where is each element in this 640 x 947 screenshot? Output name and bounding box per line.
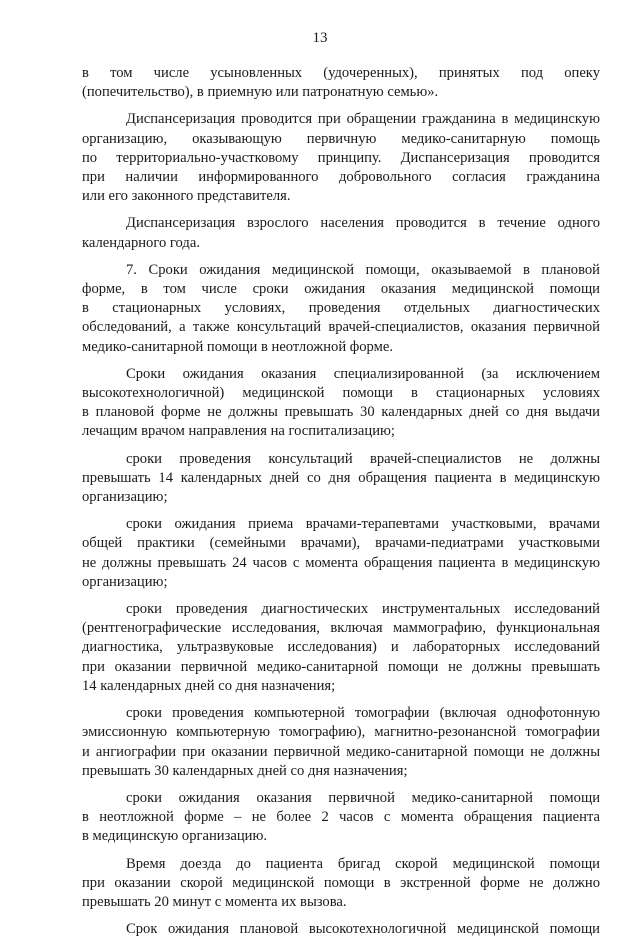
paragraph [82, 515, 600, 592]
text-line: Диспансеризация взрослого населения проводится в течение одного [126, 215, 600, 232]
text-line: общей практики (семейными врачами), врачами-педиатрами участковыми [82, 535, 600, 552]
text-line: превышать 20 минут с момента их вызова. [82, 893, 347, 910]
text-line: или его законного представителя. [82, 188, 291, 205]
text-line: не должны превышать 24 часов с момента обращения пациента в медицинскую [82, 554, 600, 571]
text-line: диагностика, ультразвуковые исследования) и лабораторных исследований [82, 639, 600, 656]
text-line: по территориально-участковому принципу. Диспансеризация проводится [82, 149, 600, 166]
text-line: эмиссионную компьютерную томографию), магнитно-резонансной томографии [82, 724, 600, 741]
document-body [82, 64, 600, 947]
paragraph [82, 261, 600, 357]
text-line: сроки проведения консультаций врачей-специалистов не должны [126, 450, 600, 467]
text-line: превышать 30 календарных дней со дня назначения; [82, 762, 408, 779]
text-line: (попечительство), в приемную или патронатную семью». [82, 84, 439, 101]
text-line: превышать 14 календарных дней со дня обращения пациента в медицинскую [82, 469, 600, 486]
text-line: сроки ожидания оказания первичной медико-санитарной помощи [126, 789, 600, 806]
paragraph [82, 214, 600, 252]
text-line: 7. Сроки ожидания медицинской помощи, оказываемой в плановой [126, 261, 600, 278]
text-line: организацию; [82, 489, 168, 506]
paragraph [82, 704, 600, 781]
text-line: высокотехнологичной) медицинской помощи в стационарных условиях [82, 385, 600, 402]
text-line: при оказании первичной медико-санитарной помощи не должны превышать [82, 658, 600, 675]
text-line: обследований, а также консультаций врачей-специалистов, оказания первичной [82, 319, 600, 336]
text-line: при наличии информированного добровольного согласия гражданина [82, 169, 600, 186]
paragraph [82, 110, 600, 206]
paragraph [82, 600, 600, 696]
text-line: организацию; [82, 573, 168, 590]
text-line: в неотложной форме – не более 2 часов с момента обращения пациента [82, 809, 600, 826]
text-line: в плановой форме не должны превышать 30 календарных дней со дня выдачи [82, 404, 600, 421]
paragraph [82, 365, 600, 442]
text-line: Срок ожидания плановой высокотехнологичной медицинской помощи [126, 921, 600, 938]
paragraph [82, 789, 600, 847]
text-line: организацию, оказывающую первичную медико-санитарную помощь [82, 130, 600, 147]
text-line: медико-санитарной помощи в неотложной форме. [82, 338, 393, 355]
paragraph [82, 64, 600, 102]
text-line: 14 календарных дней со дня назначения; [82, 677, 336, 694]
text-line: в том числе усыновленных (удочеренных), принятых под опеку [82, 65, 600, 81]
text-line: в стационарных условиях, проведения отдельных диагностических [82, 300, 600, 317]
text-line: лечащим врачом направления на госпитализацию; [82, 423, 395, 440]
paragraph [82, 450, 600, 508]
text-line: Сроки ожидания оказания специализированной (за исключением [126, 365, 600, 382]
text-line: форме, в том числе сроки ожидания оказания медицинской помощи [82, 281, 600, 298]
text-line: и ангиографии при оказании первичной медико-санитарной помощи не должны [82, 743, 600, 760]
text-line: Диспансеризация проводится при обращении гражданина в медицинскую [126, 111, 600, 128]
text-line: Время доезда до пациента бригад скорой медицинской помощи [126, 855, 600, 872]
text-line: сроки проведения диагностических инструментальных исследований [126, 601, 600, 618]
page-number: 13 [312, 30, 328, 46]
text-line: при оказании скорой медицинской помощи в экстренной форме не должно [82, 874, 600, 891]
text-line: календарного года. [82, 234, 200, 251]
text-line: сроки ожидания приема врачами-терапевтами участковыми, врачами [126, 516, 600, 533]
paragraph [82, 920, 600, 939]
paragraph [82, 855, 600, 913]
text-line: (рентгенографические исследования, включая маммографию, функциональная [82, 620, 600, 637]
text-line: сроки проведения компьютерной томографии (включая однофотонную [126, 705, 600, 722]
text-line: в медицинскую организацию. [82, 828, 268, 845]
